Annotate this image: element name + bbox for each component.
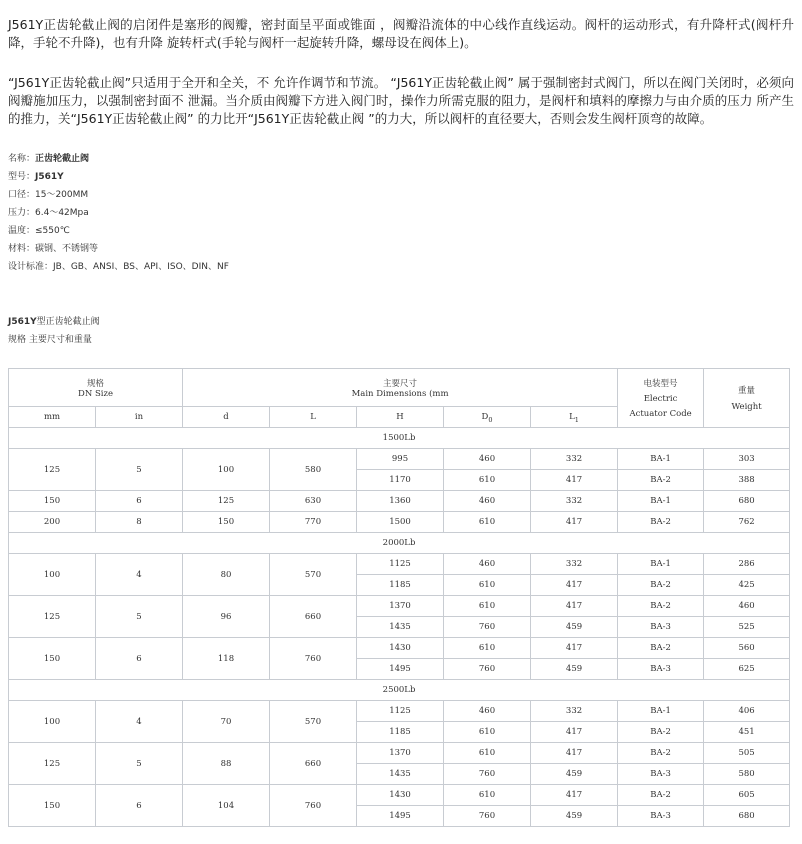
cell-D0: 610	[444, 638, 531, 659]
cell-in: 8	[96, 512, 183, 533]
table-body	[9, 428, 790, 827]
cell-d: 88	[183, 743, 270, 785]
section-label: 1500Lb	[9, 428, 790, 449]
header-spec	[9, 369, 183, 407]
header-main-cn: 主要尺寸	[383, 378, 418, 389]
spec-name-value: 正齿轮截止阀	[35, 154, 90, 164]
cell-mm: 125	[9, 743, 96, 785]
header-actuator-cn: 电装型号	[643, 379, 678, 389]
cell-d: 70	[183, 701, 270, 743]
cell-L1: 459	[531, 659, 618, 680]
table-row	[9, 638, 790, 659]
cell-weight: 505	[704, 743, 790, 764]
cell-D0: 610	[444, 596, 531, 617]
cell-D0: 760	[444, 764, 531, 785]
cell-H: 1435	[357, 617, 444, 638]
cell-L: 580	[270, 449, 357, 491]
table-title-suffix: 型正齿轮截止阀	[36, 317, 100, 327]
cell-mm: 150	[9, 785, 96, 827]
table-row	[9, 701, 790, 722]
cell-weight: 406	[704, 701, 790, 722]
section-row	[9, 533, 790, 554]
header-in: in	[96, 407, 183, 428]
spec-model	[8, 171, 64, 183]
cell-L1: 332	[531, 554, 618, 575]
header-spec-en: DN Size	[78, 388, 114, 399]
header-main-en: Main Dimensions (mm	[351, 388, 449, 399]
cell-weight: 286	[704, 554, 790, 575]
cell-actuator: BA-3	[618, 806, 704, 827]
cell-H: 1430	[357, 638, 444, 659]
table-row	[9, 596, 790, 617]
cell-d: 118	[183, 638, 270, 680]
cell-weight: 525	[704, 617, 790, 638]
spec-standard: 设计标准：JB、GB、ANSI、BS、API、ISO、DIN、NF	[8, 262, 229, 272]
section-label: 2000Lb	[9, 533, 790, 554]
cell-L: 660	[270, 596, 357, 638]
cell-D0: 460	[444, 554, 531, 575]
cell-L: 570	[270, 701, 357, 743]
cell-D0: 610	[444, 575, 531, 596]
cell-actuator: BA-2	[618, 512, 704, 533]
dimensions-table	[8, 368, 790, 827]
cell-actuator: BA-2	[618, 743, 704, 764]
cell-L1: 459	[531, 806, 618, 827]
cell-actuator: BA-2	[618, 785, 704, 806]
section-row	[9, 428, 790, 449]
cell-H: 1170	[357, 470, 444, 491]
cell-in: 5	[96, 449, 183, 491]
header-main-dimensions	[183, 369, 618, 407]
table-row	[9, 512, 790, 533]
cell-mm: 125	[9, 449, 96, 491]
header-actuator-en2: Actuator Code	[629, 409, 692, 419]
cell-D0: 610	[444, 785, 531, 806]
cell-in: 6	[96, 785, 183, 827]
cell-in: 6	[96, 638, 183, 680]
cell-mm: 150	[9, 491, 96, 512]
cell-mm: 100	[9, 701, 96, 743]
header-L1-sub: 1	[574, 416, 579, 424]
cell-mm: 125	[9, 596, 96, 638]
cell-actuator: BA-2	[618, 638, 704, 659]
cell-actuator: BA-1	[618, 449, 704, 470]
header-L: L	[270, 407, 357, 428]
spec-pressure: 压力：6.4～42Mpa	[8, 208, 89, 218]
header-d: d	[183, 407, 270, 428]
intro-paragraph-2: “J561Y正齿轮截止阀”只适用于全开和全关，不 允许作调节和节流。 “J561Y正齿轮截止阀” 属于强制密封式阀门，所以在阀门关闭时，必须向阀瓣施加压力，以强制密封面不 泄漏。当介质由阀瓣下方进入阀门时，操作力所需克服的阻力，是阀杆和填料的摩擦力与由介质的压力 所产生的推力，关“J561Y正齿轮截止阀” 的力比开“J561Y正齿轮截止阀 ”的力大，所以阀杆的直径要大，否则会发生阀杆顶弯的故障。	[8, 74, 794, 126]
spec-material: 材料：碳钢、不锈钢等	[8, 244, 99, 254]
cell-H: 1125	[357, 701, 444, 722]
cell-in: 6	[96, 491, 183, 512]
cell-D0: 610	[444, 470, 531, 491]
cell-actuator: BA-2	[618, 470, 704, 491]
table-row	[9, 785, 790, 806]
header-actuator-en1: Electric	[643, 394, 678, 404]
section-label: 2500Lb	[9, 680, 790, 701]
cell-actuator: BA-2	[618, 722, 704, 743]
cell-weight: 680	[704, 491, 790, 512]
cell-L: 760	[270, 638, 357, 680]
cell-mm: 100	[9, 554, 96, 596]
header-weight-cn: 重量	[738, 386, 756, 396]
cell-weight: 580	[704, 764, 790, 785]
cell-H: 1185	[357, 575, 444, 596]
cell-in: 5	[96, 596, 183, 638]
cell-H: 1435	[357, 764, 444, 785]
cell-L1: 417	[531, 470, 618, 491]
spec-temperature: 温度：≤550℃	[8, 226, 70, 236]
cell-actuator: BA-3	[618, 617, 704, 638]
cell-L1: 417	[531, 575, 618, 596]
cell-d: 150	[183, 512, 270, 533]
cell-weight: 388	[704, 470, 790, 491]
table-subtitle: 规格 主要尺寸和重量	[8, 335, 92, 345]
cell-L1: 332	[531, 491, 618, 512]
cell-H: 1185	[357, 722, 444, 743]
cell-d: 125	[183, 491, 270, 512]
cell-actuator: BA-2	[618, 596, 704, 617]
cell-actuator: BA-3	[618, 659, 704, 680]
cell-mm: 200	[9, 512, 96, 533]
cell-d: 80	[183, 554, 270, 596]
cell-L1: 332	[531, 701, 618, 722]
spec-model-value: J561Y	[35, 172, 64, 182]
header-spec-cn: 规格	[87, 378, 105, 389]
cell-H: 1370	[357, 596, 444, 617]
cell-L1: 417	[531, 785, 618, 806]
section-row	[9, 680, 790, 701]
intro-paragraph-1: J561Y正齿轮截止阀的启闭件是塞形的阀瓣，密封面呈平面或锥面 ，阀瓣沿流体的中心线作直线运动。阀杆的运动形式，有升降杆式(阀杆升降，手轮不升降)，也有升降 旋转杆式(手轮与阀杆一起旋转升降，螺母设在阀体上)。	[8, 16, 794, 50]
cell-in: 5	[96, 743, 183, 785]
cell-weight: 425	[704, 575, 790, 596]
cell-D0: 760	[444, 617, 531, 638]
cell-D0: 610	[444, 743, 531, 764]
cell-L1: 332	[531, 449, 618, 470]
cell-L1: 417	[531, 596, 618, 617]
cell-H: 1495	[357, 806, 444, 827]
cell-H: 1370	[357, 743, 444, 764]
cell-H: 1125	[357, 554, 444, 575]
cell-D0: 760	[444, 659, 531, 680]
table-title	[8, 316, 100, 328]
cell-D0: 460	[444, 491, 531, 512]
header-mm: mm	[9, 407, 96, 428]
cell-actuator: BA-2	[618, 575, 704, 596]
header-D0-sub: 0	[488, 416, 493, 424]
cell-D0: 460	[444, 701, 531, 722]
header-L1-base: L	[569, 412, 575, 422]
cell-H: 1500	[357, 512, 444, 533]
cell-d: 100	[183, 449, 270, 491]
table-row	[9, 449, 790, 470]
cell-weight: 762	[704, 512, 790, 533]
cell-L: 770	[270, 512, 357, 533]
header-D0	[444, 407, 531, 428]
spec-bore: 口径：15～200MM	[8, 190, 89, 200]
cell-actuator: BA-3	[618, 764, 704, 785]
table-row	[9, 491, 790, 512]
cell-weight: 605	[704, 785, 790, 806]
spec-name-label: 名称：	[8, 154, 36, 164]
header-H: H	[357, 407, 444, 428]
table-row	[9, 743, 790, 764]
header-weight-en: Weight	[731, 402, 762, 412]
cell-in: 4	[96, 554, 183, 596]
cell-weight: 680	[704, 806, 790, 827]
cell-L: 760	[270, 785, 357, 827]
header-D0-base: D	[481, 412, 489, 422]
cell-D0: 610	[444, 512, 531, 533]
cell-actuator: BA-1	[618, 701, 704, 722]
cell-weight: 625	[704, 659, 790, 680]
cell-H: 1430	[357, 785, 444, 806]
cell-D0: 760	[444, 806, 531, 827]
cell-weight: 303	[704, 449, 790, 470]
cell-L1: 417	[531, 722, 618, 743]
cell-d: 96	[183, 596, 270, 638]
table-header-row	[9, 369, 790, 407]
cell-weight: 460	[704, 596, 790, 617]
cell-mm: 150	[9, 638, 96, 680]
table-title-model: J561Y	[8, 317, 37, 327]
cell-L1: 417	[531, 638, 618, 659]
spec-model-label: 型号：	[8, 172, 36, 182]
header-actuator	[618, 369, 704, 428]
cell-weight: 560	[704, 638, 790, 659]
cell-L1: 417	[531, 512, 618, 533]
cell-H: 1360	[357, 491, 444, 512]
cell-L1: 417	[531, 743, 618, 764]
cell-d: 104	[183, 785, 270, 827]
table-row	[9, 554, 790, 575]
cell-actuator: BA-1	[618, 491, 704, 512]
cell-actuator: BA-1	[618, 554, 704, 575]
spec-name	[8, 153, 89, 165]
cell-L1: 459	[531, 617, 618, 638]
cell-D0: 610	[444, 722, 531, 743]
cell-H: 1495	[357, 659, 444, 680]
cell-H: 995	[357, 449, 444, 470]
cell-L1: 459	[531, 764, 618, 785]
cell-in: 4	[96, 701, 183, 743]
cell-L: 630	[270, 491, 357, 512]
header-weight	[704, 369, 790, 428]
cell-L: 660	[270, 743, 357, 785]
cell-L: 570	[270, 554, 357, 596]
cell-weight: 451	[704, 722, 790, 743]
cell-D0: 460	[444, 449, 531, 470]
header-L1	[531, 407, 618, 428]
